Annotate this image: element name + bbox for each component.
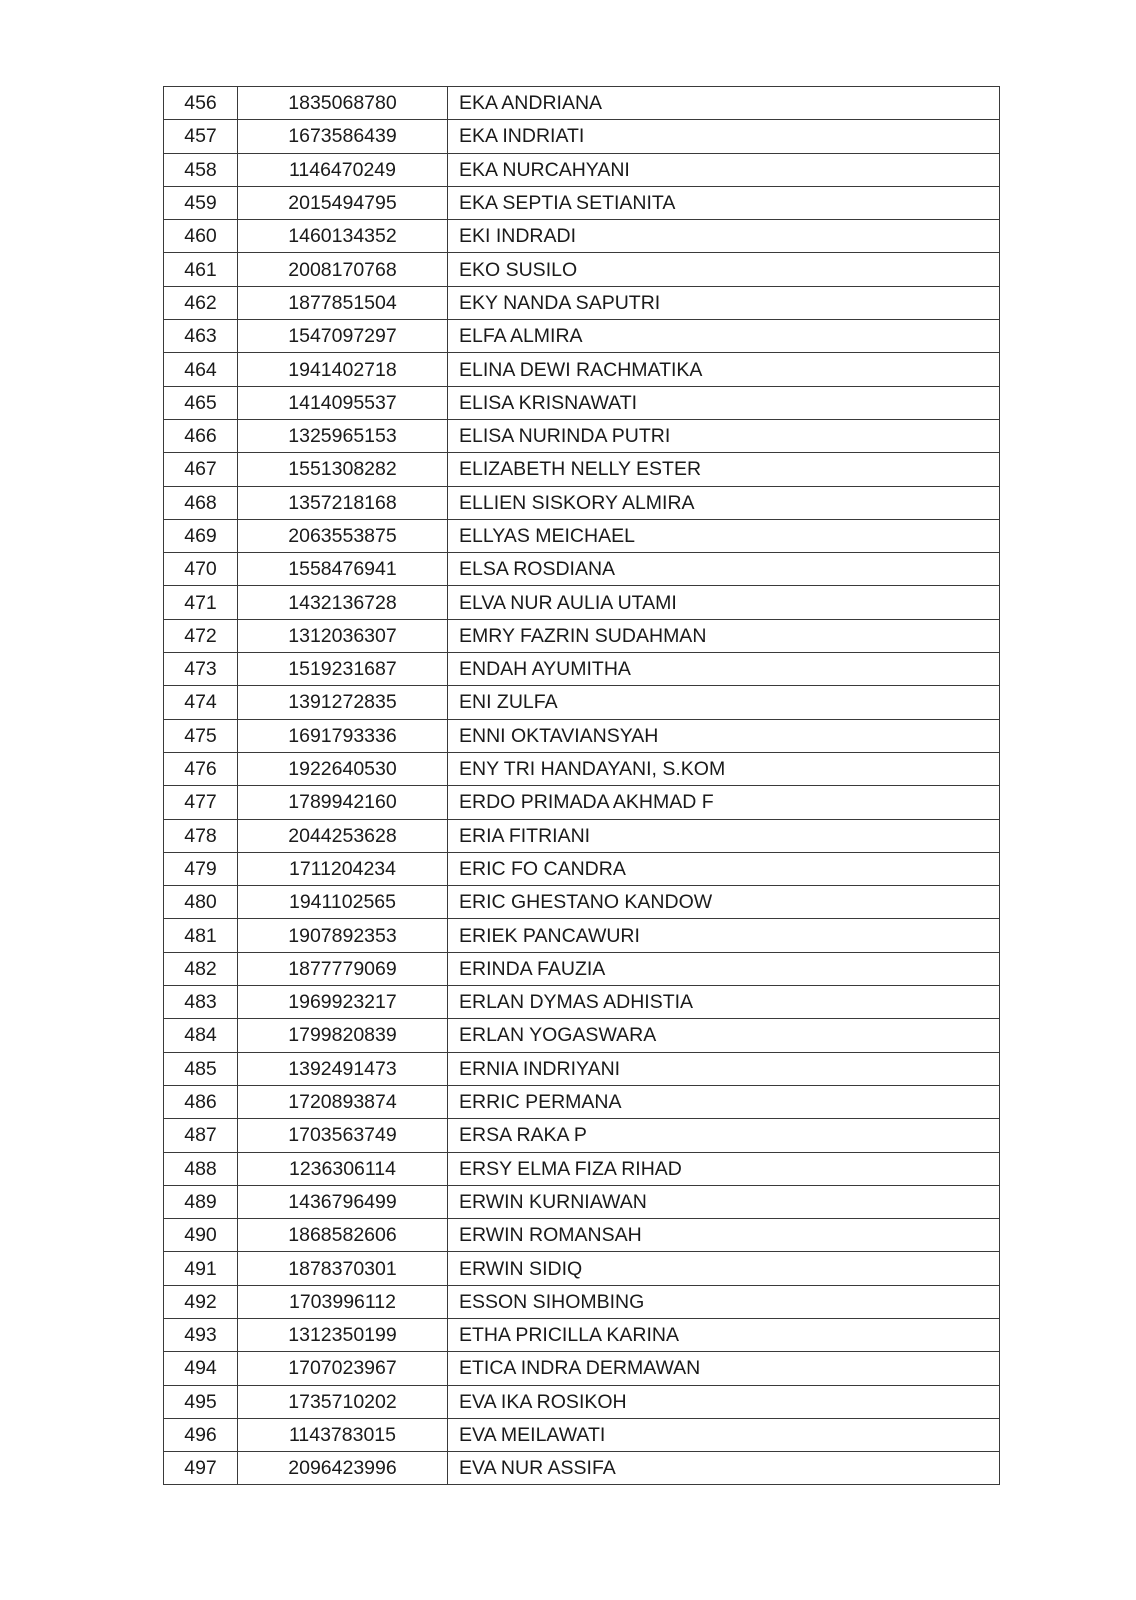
table-row (164, 353, 1000, 386)
participant-name-cell: EMRY FAZRIN SUDAHMAN (448, 619, 1000, 652)
table-row (164, 1019, 1000, 1052)
registration-id-cell: 2096423996 (238, 1452, 448, 1485)
registration-id-cell: 1392491473 (238, 1052, 448, 1085)
row-number-cell: 494 (164, 1352, 238, 1385)
participant-name-cell: ERWIN SIDIQ (448, 1252, 1000, 1285)
table-row (164, 986, 1000, 1019)
table-row (164, 453, 1000, 486)
registration-id-cell: 1236306114 (238, 1152, 448, 1185)
registration-id-cell: 1391272835 (238, 686, 448, 719)
participant-name-cell: EVA MEILAWATI (448, 1418, 1000, 1451)
participant-name-cell: ERSY ELMA FIZA RIHAD (448, 1152, 1000, 1185)
table-row (164, 1185, 1000, 1218)
participant-name-cell: ENY TRI HANDAYANI, S.KOM (448, 752, 1000, 785)
row-number-cell: 487 (164, 1119, 238, 1152)
participant-name-cell: ERDO PRIMADA AKHMAD F (448, 786, 1000, 819)
table-row (164, 686, 1000, 719)
row-number-cell: 485 (164, 1052, 238, 1085)
registration-id-cell: 1941402718 (238, 353, 448, 386)
table-row (164, 553, 1000, 586)
row-number-cell: 473 (164, 653, 238, 686)
participant-name-cell: ELLYAS MEICHAEL (448, 519, 1000, 552)
table-row (164, 1052, 1000, 1085)
participant-name-cell: EKA ANDRIANA (448, 87, 1000, 120)
table-row (164, 952, 1000, 985)
row-number-cell: 497 (164, 1452, 238, 1485)
registration-id-cell: 1558476941 (238, 553, 448, 586)
registration-id-cell: 1707023967 (238, 1352, 448, 1385)
registration-id-cell: 1789942160 (238, 786, 448, 819)
table-row (164, 419, 1000, 452)
participant-name-cell: ELIZABETH NELLY ESTER (448, 453, 1000, 486)
registration-id-cell: 1720893874 (238, 1085, 448, 1118)
table-row (164, 1085, 1000, 1118)
registration-id-cell: 1922640530 (238, 752, 448, 785)
registration-id-cell: 1519231687 (238, 653, 448, 686)
table-row (164, 519, 1000, 552)
registration-id-cell: 1547097297 (238, 320, 448, 353)
registration-id-cell: 1432136728 (238, 586, 448, 619)
table-row (164, 819, 1000, 852)
participant-name-cell: ERWIN ROMANSAH (448, 1219, 1000, 1252)
participant-name-cell: ELSA ROSDIANA (448, 553, 1000, 586)
participant-name-cell: ELISA KRISNAWATI (448, 386, 1000, 419)
table-row (164, 1285, 1000, 1318)
table-row (164, 1119, 1000, 1152)
participant-name-cell: ERSA RAKA P (448, 1119, 1000, 1152)
row-number-cell: 493 (164, 1318, 238, 1351)
registration-id-cell: 1877851504 (238, 286, 448, 319)
registration-id-cell: 1835068780 (238, 87, 448, 120)
participant-name-cell: ELINA DEWI RACHMATIKA (448, 353, 1000, 386)
registration-id-cell: 1969923217 (238, 986, 448, 1019)
row-number-cell: 470 (164, 553, 238, 586)
registration-id-cell: 1941102565 (238, 886, 448, 919)
registration-id-cell: 1799820839 (238, 1019, 448, 1052)
row-number-cell: 458 (164, 153, 238, 186)
row-number-cell: 464 (164, 353, 238, 386)
table-row (164, 919, 1000, 952)
table-row (164, 1418, 1000, 1451)
table-row (164, 186, 1000, 219)
registration-id-cell: 1460134352 (238, 220, 448, 253)
participant-name-cell: ERIA FITRIANI (448, 819, 1000, 852)
registration-id-cell: 1868582606 (238, 1219, 448, 1252)
table-row (164, 220, 1000, 253)
table-row (164, 486, 1000, 519)
registration-id-cell: 1691793336 (238, 719, 448, 752)
participant-name-cell: ETICA INDRA DERMAWAN (448, 1352, 1000, 1385)
table-row (164, 1219, 1000, 1252)
table-row (164, 653, 1000, 686)
row-number-cell: 472 (164, 619, 238, 652)
table-row (164, 1352, 1000, 1385)
row-number-cell: 469 (164, 519, 238, 552)
table-row (164, 320, 1000, 353)
row-number-cell: 482 (164, 952, 238, 985)
row-number-cell: 489 (164, 1185, 238, 1218)
participant-name-cell: ELFA ALMIRA (448, 320, 1000, 353)
registration-id-cell: 2008170768 (238, 253, 448, 286)
participant-name-cell: ELISA NURINDA PUTRI (448, 419, 1000, 452)
row-number-cell: 474 (164, 686, 238, 719)
row-number-cell: 496 (164, 1418, 238, 1451)
table-row (164, 1252, 1000, 1285)
participant-table (163, 86, 1000, 1485)
table-row (164, 153, 1000, 186)
registration-id-cell: 2044253628 (238, 819, 448, 852)
registration-id-cell: 2063553875 (238, 519, 448, 552)
row-number-cell: 456 (164, 87, 238, 120)
table-row (164, 253, 1000, 286)
table-row (164, 886, 1000, 919)
participant-name-cell: ENNI OKTAVIANSYAH (448, 719, 1000, 752)
row-number-cell: 478 (164, 819, 238, 852)
row-number-cell: 459 (164, 186, 238, 219)
registration-id-cell: 1357218168 (238, 486, 448, 519)
registration-id-cell: 1703563749 (238, 1119, 448, 1152)
participant-name-cell: ELVA NUR AULIA UTAMI (448, 586, 1000, 619)
registration-id-cell: 1673586439 (238, 120, 448, 153)
participant-name-cell: EKA SEPTIA SETIANITA (448, 186, 1000, 219)
registration-id-cell: 1146470249 (238, 153, 448, 186)
row-number-cell: 461 (164, 253, 238, 286)
participant-name-cell: ESSON SIHOMBING (448, 1285, 1000, 1318)
registration-id-cell: 1735710202 (238, 1385, 448, 1418)
table-row (164, 619, 1000, 652)
table-row (164, 386, 1000, 419)
registration-id-cell: 1414095537 (238, 386, 448, 419)
participant-name-cell: ELLIEN SISKORY ALMIRA (448, 486, 1000, 519)
registration-id-cell: 1703996112 (238, 1285, 448, 1318)
row-number-cell: 490 (164, 1219, 238, 1252)
participant-name-cell: ERINDA FAUZIA (448, 952, 1000, 985)
registration-id-cell: 1878370301 (238, 1252, 448, 1285)
participant-name-cell: ERWIN KURNIAWAN (448, 1185, 1000, 1218)
registration-id-cell: 1436796499 (238, 1185, 448, 1218)
participant-name-cell: ENI ZULFA (448, 686, 1000, 719)
row-number-cell: 463 (164, 320, 238, 353)
participant-name-cell: ERLAN DYMAS ADHISTIA (448, 986, 1000, 1019)
row-number-cell: 476 (164, 752, 238, 785)
row-number-cell: 479 (164, 852, 238, 885)
row-number-cell: 477 (164, 786, 238, 819)
participant-name-cell: EVA IKA ROSIKOH (448, 1385, 1000, 1418)
registration-id-cell: 1325965153 (238, 419, 448, 452)
participant-name-cell: EKA NURCAHYANI (448, 153, 1000, 186)
participant-name-cell: EKI INDRADI (448, 220, 1000, 253)
participant-table-body (164, 87, 1000, 1485)
participant-name-cell: ETHA PRICILLA KARINA (448, 1318, 1000, 1351)
row-number-cell: 495 (164, 1385, 238, 1418)
row-number-cell: 488 (164, 1152, 238, 1185)
participant-name-cell: ERIEK PANCAWURI (448, 919, 1000, 952)
row-number-cell: 484 (164, 1019, 238, 1052)
participant-name-cell: EVA NUR ASSIFA (448, 1452, 1000, 1485)
table-row (164, 1152, 1000, 1185)
table-row (164, 852, 1000, 885)
table-row (164, 719, 1000, 752)
registration-id-cell: 1312350199 (238, 1318, 448, 1351)
table-row (164, 1385, 1000, 1418)
row-number-cell: 486 (164, 1085, 238, 1118)
participant-name-cell: ERLAN YOGASWARA (448, 1019, 1000, 1052)
registration-id-cell: 1711204234 (238, 852, 448, 885)
row-number-cell: 481 (164, 919, 238, 952)
row-number-cell: 467 (164, 453, 238, 486)
row-number-cell: 465 (164, 386, 238, 419)
row-number-cell: 460 (164, 220, 238, 253)
table-row (164, 586, 1000, 619)
row-number-cell: 483 (164, 986, 238, 1019)
row-number-cell: 492 (164, 1285, 238, 1318)
registration-id-cell: 1143783015 (238, 1418, 448, 1451)
table-row (164, 752, 1000, 785)
table-row (164, 786, 1000, 819)
row-number-cell: 475 (164, 719, 238, 752)
participant-name-cell: EKY NANDA SAPUTRI (448, 286, 1000, 319)
table-row (164, 120, 1000, 153)
table-row (164, 286, 1000, 319)
table-row (164, 87, 1000, 120)
row-number-cell: 468 (164, 486, 238, 519)
row-number-cell: 462 (164, 286, 238, 319)
row-number-cell: 471 (164, 586, 238, 619)
registration-id-cell: 2015494795 (238, 186, 448, 219)
table-row (164, 1452, 1000, 1485)
row-number-cell: 457 (164, 120, 238, 153)
registration-id-cell: 1551308282 (238, 453, 448, 486)
table-row (164, 1318, 1000, 1351)
registration-id-cell: 1877779069 (238, 952, 448, 985)
registration-id-cell: 1312036307 (238, 619, 448, 652)
participant-name-cell: EKO SUSILO (448, 253, 1000, 286)
participant-name-cell: ERRIC PERMANA (448, 1085, 1000, 1118)
participant-name-cell: ERIC FO CANDRA (448, 852, 1000, 885)
participant-name-cell: ERIC GHESTANO KANDOW (448, 886, 1000, 919)
row-number-cell: 480 (164, 886, 238, 919)
participant-name-cell: ENDAH AYUMITHA (448, 653, 1000, 686)
row-number-cell: 491 (164, 1252, 238, 1285)
row-number-cell: 466 (164, 419, 238, 452)
participant-name-cell: ERNIA INDRIYANI (448, 1052, 1000, 1085)
registration-id-cell: 1907892353 (238, 919, 448, 952)
participant-name-cell: EKA INDRIATI (448, 120, 1000, 153)
